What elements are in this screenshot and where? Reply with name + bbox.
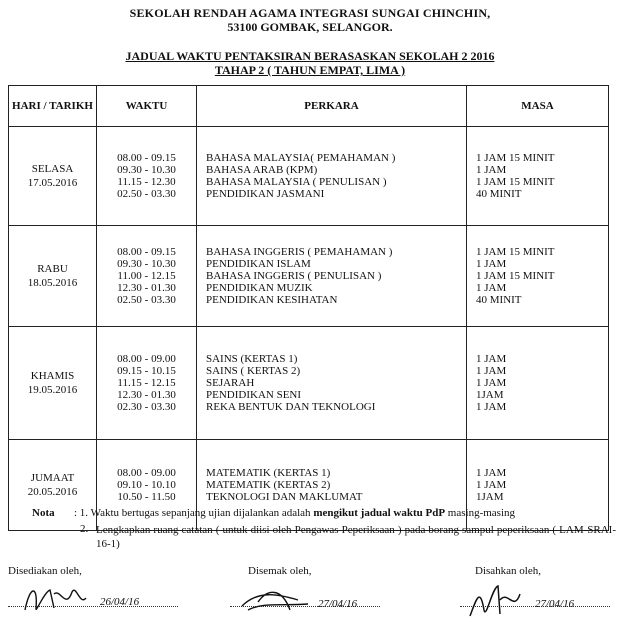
document-subtitle: TAHAP 2 ( TAHUN EMPAT, LIMA ): [214, 63, 406, 77]
prepared-by-label: Disediakan oleh,: [8, 565, 82, 577]
time-slot: 11.15 - 12.30: [117, 176, 176, 188]
duration-item: 1 JAM: [476, 478, 507, 491]
time-slot: 08.00 - 09.00: [117, 352, 176, 365]
time-cell: [97, 226, 197, 327]
day-name: RABU: [37, 263, 68, 275]
approved-by-label: Disahkan oleh,: [475, 565, 541, 577]
duration-item: 1 JAM: [476, 466, 507, 479]
school-address: 53100 GOMBAK, SELANGOR.: [227, 20, 393, 34]
subject-item: BAHASA MALAYSIA ( PENULISAN ): [206, 176, 387, 188]
document-title: JADUAL WAKTU PENTAKSIRAN BERASASKAN SEKOLAH 2 2016: [125, 49, 495, 63]
signature-approved: [466, 580, 536, 622]
duration-cell: [467, 226, 609, 327]
notes-label: Nota: [32, 507, 55, 519]
subject-item: PENDIDIKAN JASMANI: [206, 188, 325, 201]
signature-checked: [238, 580, 318, 620]
date-prepared: 26/04/16: [100, 596, 140, 608]
time-slot: 09.30 - 10.30: [117, 257, 176, 270]
note-1-suffix: masing-masing: [447, 507, 516, 519]
time-slot: 09.15 - 10.15: [117, 364, 176, 377]
subject-item: SEJARAH: [206, 376, 255, 389]
duration-item: 1 JAM: [476, 376, 507, 389]
time-slot: 11.15 - 12.15: [117, 376, 176, 389]
duration-item: 1 JAM 15 MINIT: [476, 245, 555, 258]
table-row: [9, 127, 609, 226]
time-slot: 08.00 - 09.15: [117, 151, 176, 164]
time-slot: 02.30 - 03.30: [117, 401, 176, 414]
subject-item: BAHASA INGGERIS ( PENULISAN ): [206, 269, 382, 282]
duration-item: 1JAM: [476, 491, 504, 504]
duration-item: 1 JAM: [476, 257, 507, 270]
header-duration: MASA: [467, 86, 609, 127]
subject-item: PENDIDIKAN MUZIK: [206, 282, 313, 295]
table-row: [9, 226, 609, 327]
note-item-2: Lengkapkan ruang catatan ( untuk diisi oleh Pengawas Peperiksaan ) pada borang sampul peperiksaan ( LAM-SRAI-16-1): [96, 524, 616, 550]
table-row: [9, 327, 609, 440]
time-slot: 09.10 - 10.10: [117, 478, 176, 491]
day-name: JUMAAT: [30, 472, 75, 484]
duration-cell: [467, 327, 609, 440]
day-cell: [9, 226, 97, 327]
duration-item: 40 MINIT: [476, 294, 522, 307]
day-name: KHAMIS: [30, 370, 75, 382]
note-1-text: : 1. Waktu bertugas sepanjang ujian dijalankan adalah: [74, 507, 311, 519]
time-slot: 02.50 - 03.30: [117, 188, 176, 201]
time-slot: 09.30 - 10.30: [117, 163, 176, 176]
duration-item: 1 JAM 15 MINIT: [476, 176, 555, 188]
subject-item: REKA BENTUK DAN TEKNOLOGI: [206, 401, 376, 414]
subject-item: MATEMATIK (KERTAS 1): [206, 466, 331, 479]
duration-item: 1 JAM 15 MINIT: [476, 269, 555, 282]
day-date: 18.05.2016: [27, 277, 78, 289]
day-name: SELASA: [31, 163, 74, 175]
table-header-row: [9, 86, 609, 127]
subject-item: TEKNOLOGI DAN MAKLUMAT: [206, 491, 363, 504]
subject-cell: [197, 226, 467, 327]
date-checked: 27/04/16: [318, 598, 358, 610]
duration-item: 1 JAM: [476, 282, 507, 295]
duration-item: 1 JAM 15 MINIT: [476, 151, 555, 164]
day-date: 20.05.2016: [27, 486, 78, 498]
checked-by-label: Disemak oleh,: [248, 565, 312, 577]
time-slot: 02.50 - 03.30: [117, 294, 176, 307]
header-day-label: HARI / TARIKH: [12, 100, 93, 112]
time-slot: 11.00 - 12.15: [117, 269, 176, 282]
signature-prepared: [20, 580, 100, 620]
subject-item: MATEMATIK (KERTAS 2): [206, 478, 331, 491]
header-day: [9, 86, 97, 127]
duration-item: 1 JAM: [476, 364, 507, 377]
time-cell: [97, 127, 197, 226]
duration-item: 1 JAM: [476, 401, 507, 414]
subject-item: BAHASA INGGERIS ( PEMAHAMAN ): [206, 245, 393, 258]
day-date: 19.05.2016: [27, 384, 78, 396]
subject-item: BAHASA ARAB (KPM): [206, 163, 318, 176]
header-subject: PERKARA: [197, 86, 467, 127]
duration-item: 1 JAM: [476, 163, 507, 176]
note-2-number: 2.: [80, 523, 89, 535]
time-cell: [97, 327, 197, 440]
day-cell: [9, 327, 97, 440]
header-time: WAKTU: [97, 86, 197, 127]
timetable: [8, 85, 609, 531]
note-1-bold: mengikut jadual waktu PdP: [313, 507, 446, 519]
subject-item: PENDIDIKAN ISLAM: [206, 257, 311, 270]
day-date: 17.05.2016: [27, 177, 78, 189]
subject-item: SAINS ( KERTAS 2): [206, 364, 301, 377]
subject-item: PENDIDIKAN SENI: [206, 389, 302, 402]
day-cell: [9, 127, 97, 226]
note-item-1: [74, 507, 515, 519]
subject-item: SAINS (KERTAS 1): [206, 352, 298, 365]
duration-item: 40 MINIT: [476, 188, 522, 201]
subject-item: PENDIDIKAN KESIHATAN: [206, 294, 338, 307]
time-slot: 12.30 - 01.30: [117, 389, 176, 402]
time-slot: 08.00 - 09.00: [117, 466, 176, 479]
school-name: SEKOLAH RENDAH AGAMA INTEGRASI SUNGAI CHINCHIN,: [129, 6, 491, 20]
subject-cell: [197, 127, 467, 226]
time-slot: 08.00 - 09.15: [117, 245, 176, 258]
duration-item: 1 JAM: [476, 352, 507, 365]
duration-item: 1JAM: [476, 389, 504, 402]
subject-item: BAHASA MALAYSIA( PEMAHAMAN ): [206, 151, 396, 164]
time-slot: 12.30 - 01.30: [117, 282, 176, 295]
time-slot: 10.50 - 11.50: [117, 491, 176, 504]
date-approved: 27/04/16: [535, 598, 575, 610]
subject-cell: [197, 327, 467, 440]
duration-cell: [467, 127, 609, 226]
